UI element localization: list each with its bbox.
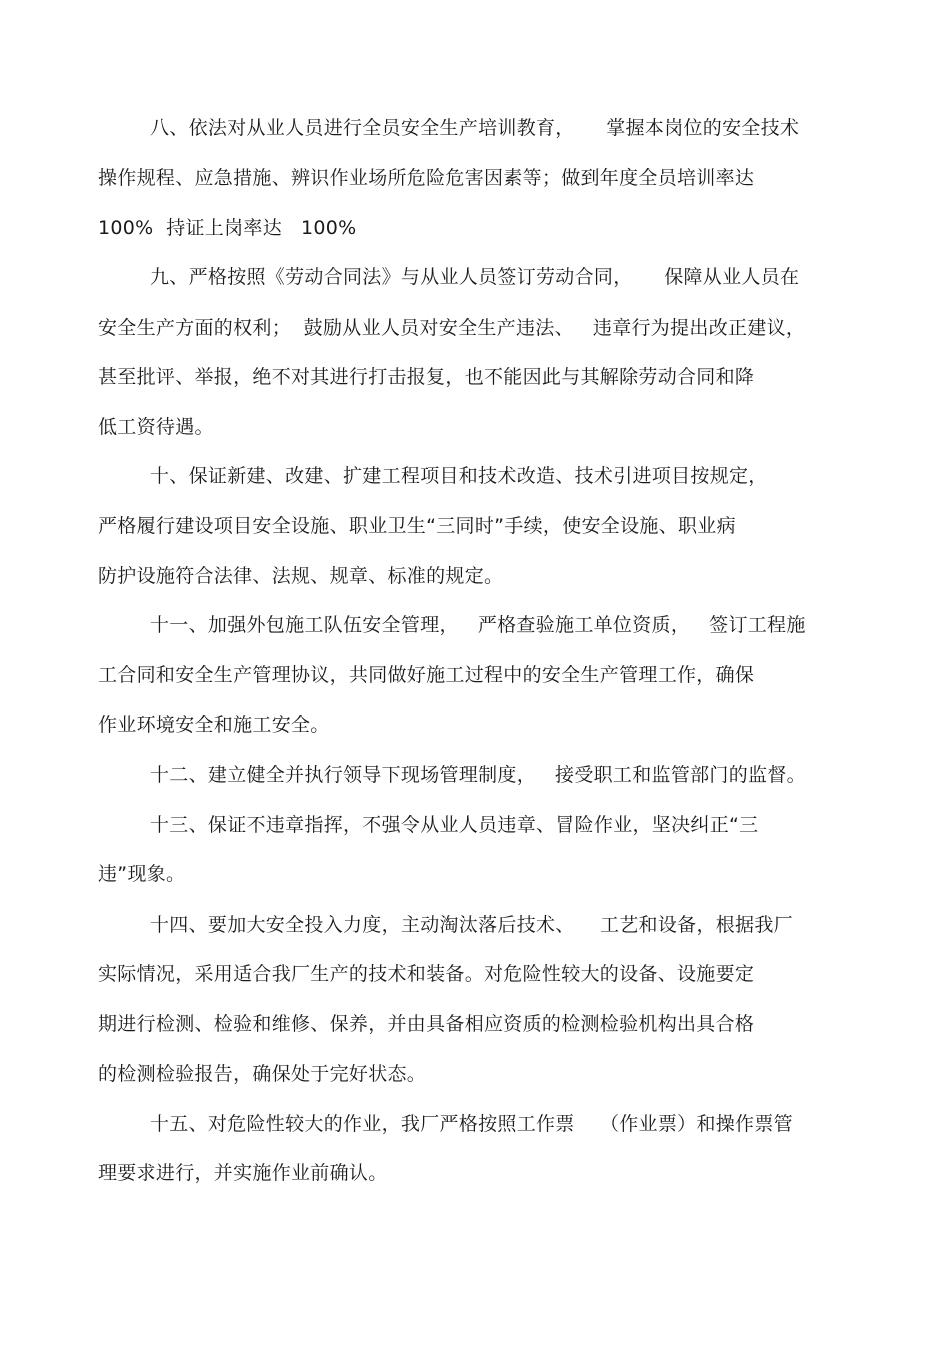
text-line: 违”现象。 <box>98 863 186 885</box>
text-line: 十一、加强外包施工队伍安全管理， 严格查验施工单位资质， 签订工程施 <box>150 614 806 636</box>
text-line: 实际情况，采用适合我厂生产的技术和装备。对危险性较大的设备、设施要定 <box>98 963 755 985</box>
text-line: 工合同和安全生产管理协议，共同做好施工过程中的安全生产管理工作，确保 <box>98 664 755 686</box>
text-line: 严格履行建设项目安全设施、职业卫生“三同时”手续，使安全设施、职业病 <box>98 515 736 537</box>
text-line: 100% 持证上岗率达 100% <box>98 217 357 239</box>
text-line: 八、依法对从业人员进行全员安全生产培训教育， 掌握本岗位的安全技术 <box>150 117 800 139</box>
text-line: 期进行检测、检验和维修、保养，并由具备相应资质的检测检验机构出具合格 <box>98 1013 755 1035</box>
text-line: 作业环境安全和施工安全。 <box>98 714 330 736</box>
text-line: 十五、对危险性较大的作业，我厂严格按照工作票 （作业票）和操作票管 <box>150 1113 793 1135</box>
text-line: 甚至批评、举报，绝不对其进行打击报复，也不能因此与其解除劳动合同和降 <box>98 366 755 388</box>
text-line: 低工资待遇。 <box>98 416 214 438</box>
text-line: 防护设施符合法律、法规、规章、标准的规定。 <box>98 565 504 587</box>
text-line: 十四、要加大安全投入力度，主动淘汰落后技术、 工艺和设备，根据我厂 <box>150 914 793 936</box>
text-line: 的检测检验报告，确保处于完好状态。 <box>98 1063 427 1085</box>
text-line: 十、保证新建、改建、扩建工程项目和技术改造、技术引进项目按规定， <box>150 465 768 487</box>
text-line: 十三、保证不违章指挥，不强令从业人员违章、冒险作业，坚决纠正“三 <box>150 814 759 836</box>
text-line: 安全生产方面的权利； 鼓励从业人员对安全生产违法、 违章行为提出改正建议， <box>98 317 806 339</box>
text-line: 操作规程、应急措施、辨识作业场所危险危害因素等；做到年度全员培训率达 <box>98 167 755 189</box>
text-line: 九、严格按照《劳动合同法》与从业人员签订劳动合同， 保障从业人员在 <box>150 266 800 288</box>
text-line: 理要求进行，并实施作业前确认。 <box>98 1162 388 1184</box>
text-line: 十二、建立健全并执行领导下现场管理制度， 接受职工和监管部门的监督。 <box>150 764 806 786</box>
